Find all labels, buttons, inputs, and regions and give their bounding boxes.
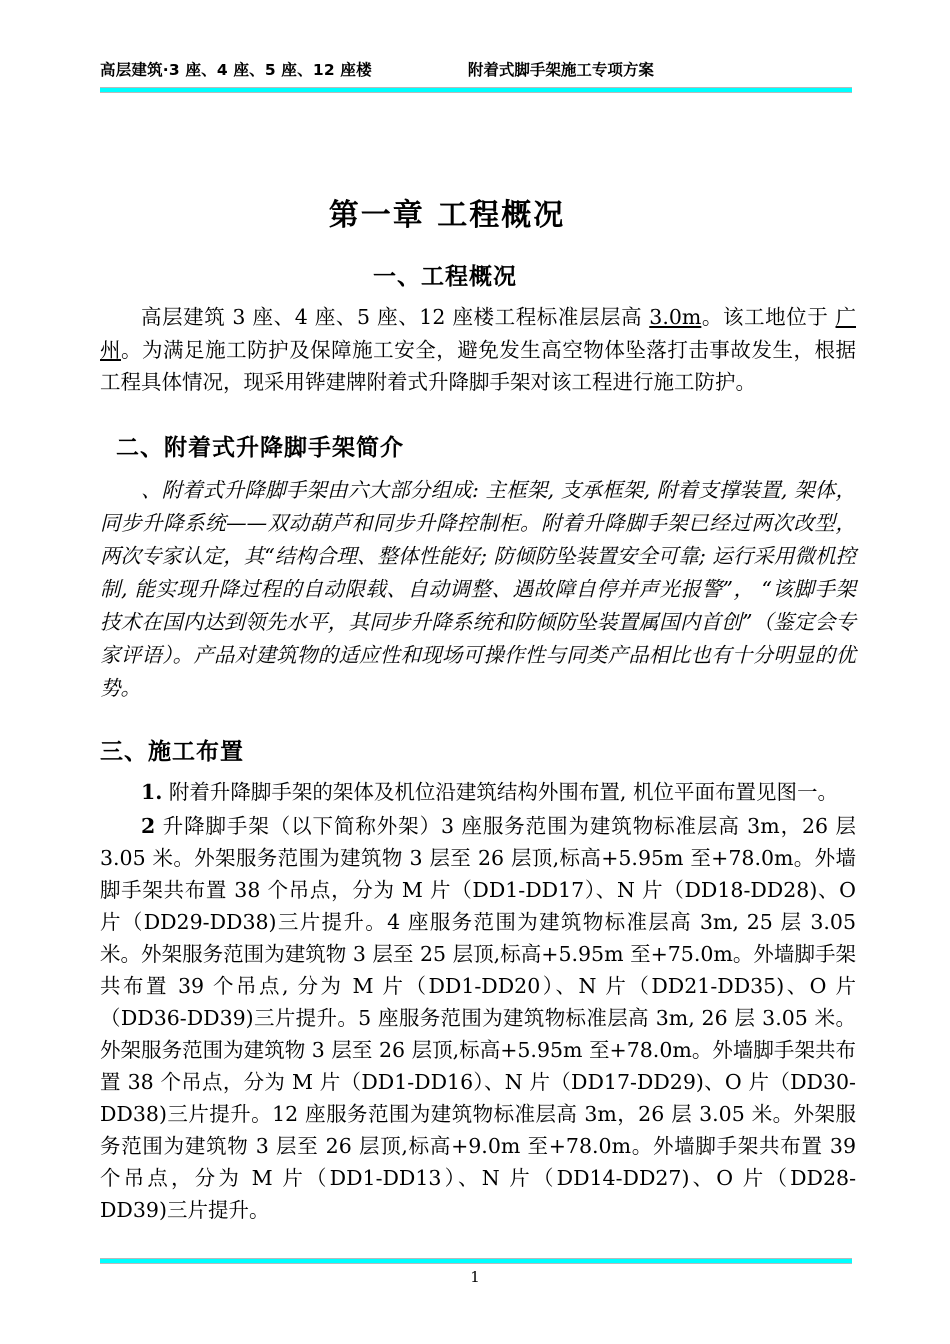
paragraph-overview-location: 广州 xyxy=(100,305,856,362)
header-left-text: 高层建筑·3 座、4 座、5 座、12 座楼 xyxy=(100,61,372,79)
paragraph-layout-item-2 xyxy=(100,810,856,1226)
section-heading-2: 二、附着式升降脚手架简介 xyxy=(116,434,404,461)
page-number: 1 xyxy=(470,1268,480,1286)
paragraph-layout-item-1 xyxy=(100,776,856,809)
section-heading-3: 三、施工布置 xyxy=(100,738,244,765)
paragraph-overview-part1: 高层建筑 3 座、4 座、5 座、12 座楼工程标准层层高 xyxy=(141,305,650,329)
paragraph-layout-item-1-text: 附着升降脚手架的架体及机位沿建筑结构外围布置, 机位平面布置见图一。 xyxy=(162,779,838,804)
paragraph-overview xyxy=(100,301,856,399)
paragraph-layout-item-1-number: 1. xyxy=(141,779,163,804)
paragraph-overview-part2: 。该工地位于 xyxy=(701,305,836,329)
chapter-title: 第一章 工程概况 xyxy=(328,198,566,233)
document-body xyxy=(100,178,856,1226)
paragraph-overview-part3: 。为满足施工防护及保障施工安全，避免发生高空物体坠落打击事故发生，根据工程具体情况，现采用铧建牌附着式升降脚手架对该工程进行施工防护。 xyxy=(100,337,856,394)
paragraph-introduction: 、附着式升降脚手架由六大部分组成: 主框架, 支承框架, 附着支撑装置, 架体，同步升降系统——双动葫芦和同步升降控制柜。附着升降脚手架已经过两次改型，两次专家认定，其“结构合理、整体性能好; 防倾防坠装置安全可靠; 运行采用微机控制, 能实现升降过程的自动限载、自动调整、遇故障自停并声光报警”， “该脚手架技术在国内达到领先水平，其同步升降系统和防倾防坠装置属国内首创”（鉴定会专家评语）。产品对建筑物的适应性和现场可操作性与同类产品相比也有十分明显的优势。 xyxy=(100,477,856,700)
paragraph-layout-item-2-text: 升降脚手架（以下简称外架）3 座服务范围为建筑物标准层高 3m，26 层 3.05 米。外架服务范围为建筑物 3 层至 26 层顶,标高+5.95m 至+78.0m。外墙脚手架共布置 38 个吊点，分为 M 片（DD1-DD17）、N 片（DD18-DD28)、O 片（DD29-DD38)三片提升。4 座服务范围为建筑物标准层高 3m, 25 层 3.05 米。外架服务范围为建筑物 3 层至 25 层顶,标高+5.95m 至+75.0m。外墙脚手架共布置 39 个吊点, 分为 M 片（DD1-DD20）、N 片（DD21-DD35)、O 片（DD36-DD39)三片提升。5 座服务范围为建筑物标准层高 3m, 26 层 3.05 米。外架服务范围为建筑物 3 层至 26 层顶,标高+5.95m 至+78.0m。外墙脚手架共布置 38 个吊点，分为 M 片（DD1-DD16）、N 片（DD17-DD29)、O 片（DD30-DD38)三片提升。12 座服务范围为建筑物标准层高 3m，26 层 3.05 米。外架服务范围为建筑物 3 层至 26 层顶,标高+9.0m 至+78.0m。外墙脚手架共布置 39 个吊点，分为 M 片（DD1-DD13）、N 片（DD14-DD27)、O 片（DD28-DD39)三片提升。 xyxy=(100,814,856,1222)
paragraph-overview-floor-height: 3.0m xyxy=(649,305,702,329)
footer-divider-rule xyxy=(100,1258,852,1264)
header-right-text: 附着式脚手架施工专项方案 xyxy=(467,61,654,79)
paragraph-layout-item-2-number: 2 xyxy=(141,814,156,838)
section-heading-1: 一、工程概况 xyxy=(373,264,517,290)
header-divider-rule xyxy=(100,87,852,93)
